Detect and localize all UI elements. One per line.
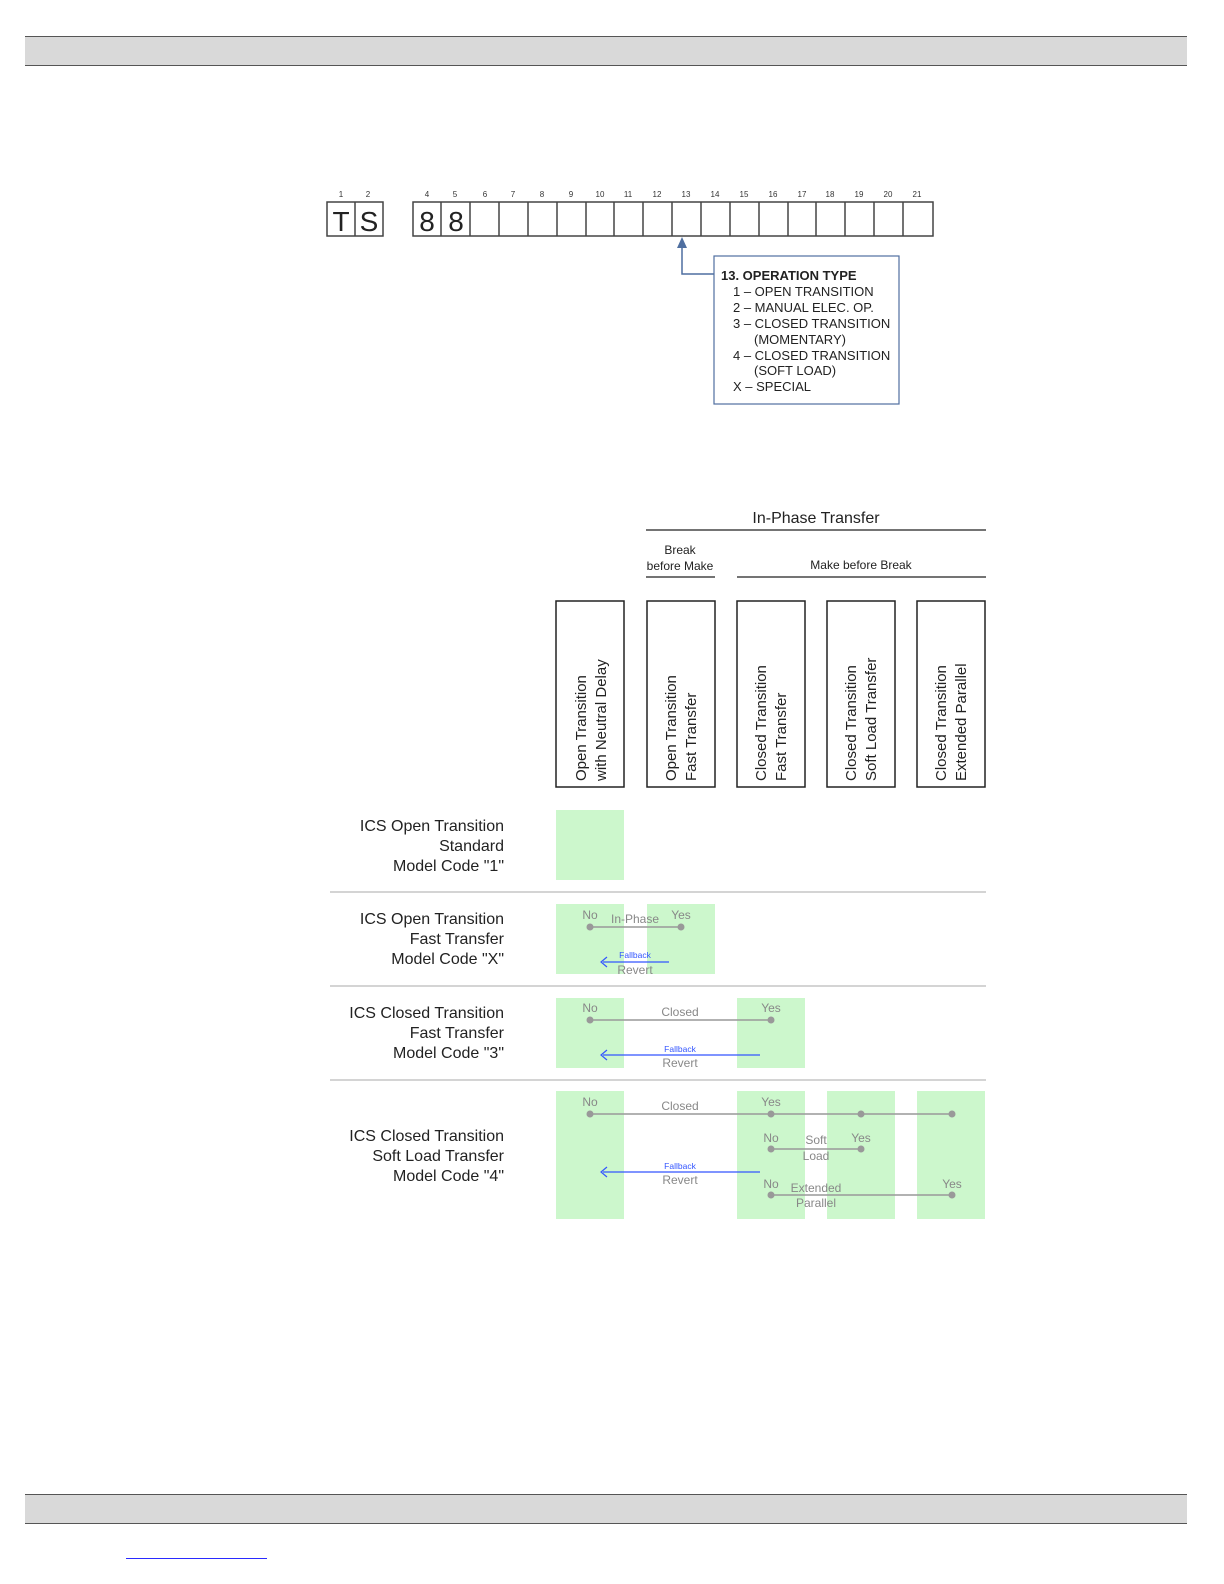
revert-label: Revert [662,1173,698,1187]
code-digit: 8 [448,206,464,237]
column-header: Open Transition [573,675,590,781]
position-number: 19 [854,190,864,199]
position-number: 13 [681,190,691,199]
callout-option: (MOMENTARY) [754,332,846,347]
position-number: 10 [595,190,605,199]
extended-label: Extended [790,1181,842,1195]
no-label: No [582,1001,598,1015]
position-number: 18 [825,190,835,199]
row-label: ICS Closed Transition [349,1128,504,1145]
callout-option: X – SPECIAL [733,379,812,394]
position-number: 7 [510,190,516,199]
position-number: 16 [768,190,778,199]
position-number: 5 [452,190,458,199]
row-label: Model Code "X" [391,951,504,968]
no-label: No [582,1095,598,1109]
in-phase-header: In-Phase Transfer [752,510,880,527]
callout-option: 4 – CLOSED TRANSITION [733,348,891,363]
position-number: 4 [424,190,430,199]
revert-label: Revert [662,1056,698,1070]
fallback-label: Fallback [664,1161,696,1171]
callout-title: 13. OPERATION TYPE [721,268,857,283]
code-letter: S [359,206,379,237]
column-header: Extended Parallel [953,663,970,781]
no-label: No [763,1177,779,1191]
row-label: Soft Load Transfer [372,1148,504,1165]
callout-arrow [677,237,714,274]
position-number: 9 [568,190,574,199]
model-code-figure [327,190,933,404]
no-label: No [763,1131,779,1145]
yes-label: Yes [671,908,691,922]
yes-label: Yes [851,1131,871,1145]
closed-label: Closed [661,1099,699,1113]
row-label: Model Code "1" [393,858,504,875]
transfer-matrix-figure [330,510,986,1219]
column-header: with Neutral Delay [593,659,610,781]
no-label: No [582,908,598,922]
yes-label: Yes [942,1177,962,1191]
position-number: 2 [365,190,371,199]
revert-label: Revert [617,963,653,977]
position-number: 15 [739,190,749,199]
break-before-make-label: before Make [646,559,714,573]
break-before-make-label: Break [664,543,696,557]
fallback-label: Fallback [664,1044,696,1054]
position-number: 17 [797,190,807,199]
column-header: Closed Transition [933,665,950,781]
column-header-boxes [556,601,985,787]
callout-option: 1 – OPEN TRANSITION [733,284,874,299]
make-before-break-label: Make before Break [810,558,912,572]
soft-label: Soft [805,1133,827,1147]
row-label: Model Code "4" [393,1168,504,1185]
yes-label: Yes [761,1095,781,1109]
row-label: Standard [439,838,504,855]
callout-option: 3 – CLOSED TRANSITION [733,316,891,331]
position-number: 20 [883,190,893,199]
code-digit: 8 [419,206,435,237]
row-label: Fast Transfer [409,1025,504,1042]
column-header: Soft Load Transfer [863,657,880,781]
load-label: Load [802,1149,830,1163]
column-header: Fast Transfer [683,692,700,781]
fallback-label: Fallback [619,950,651,960]
row-label: ICS Open Transition [359,818,504,835]
position-number: 8 [539,190,545,199]
column-header: Open Transition [663,675,680,781]
yes-label: Yes [761,1001,781,1015]
in-phase-label: In-Phase [610,912,660,926]
position-number: 11 [623,190,633,199]
parallel-label: Parallel [795,1196,837,1210]
row-label: Fast Transfer [409,931,504,948]
column-header: Fast Transfer [773,692,790,781]
code-letter: T [332,206,350,237]
position-number: 14 [710,190,720,199]
callout-option: 2 – MANUAL ELEC. OP. [733,300,874,315]
code-boxes-main [413,202,933,236]
row-label: Model Code "3" [393,1045,504,1062]
column-header: Closed Transition [843,665,860,781]
closed-label: Closed [661,1005,699,1019]
row-label: ICS Closed Transition [349,1005,504,1022]
position-number: 12 [652,190,662,199]
column-header: Closed Transition [753,665,770,781]
position-number: 1 [338,190,344,199]
callout-option: (SOFT LOAD) [754,363,837,378]
position-number: 21 [912,190,922,199]
row-label: ICS Open Transition [359,911,504,928]
position-number: 6 [482,190,488,199]
position-numbers [339,190,922,199]
